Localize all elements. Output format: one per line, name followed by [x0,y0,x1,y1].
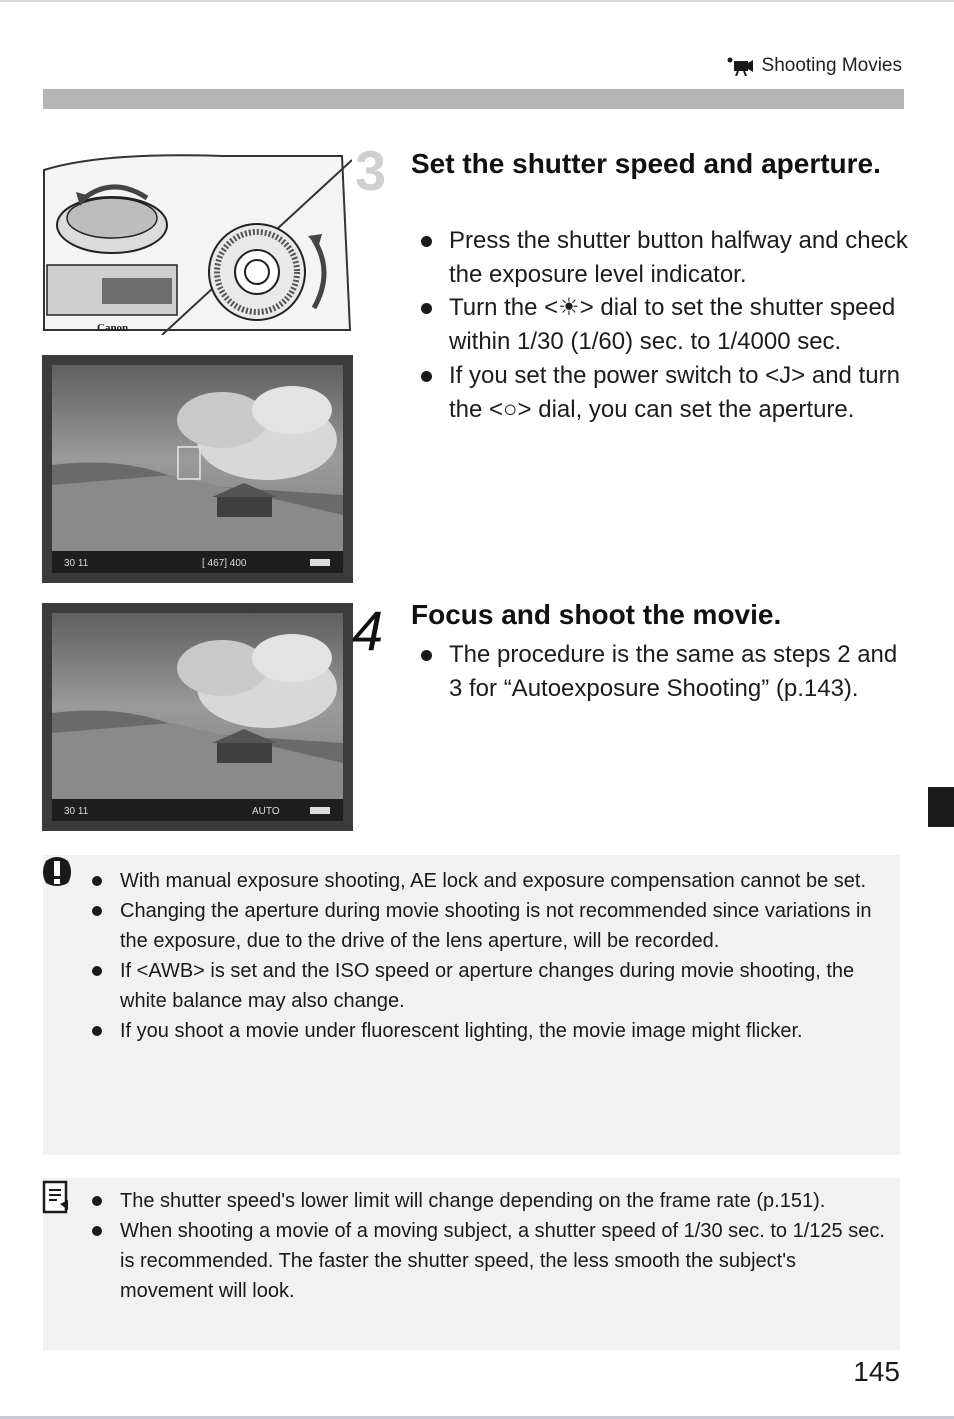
battery-icon [310,559,330,566]
list-item: With manual exposure shooting, AE lock and exposure compensation cannot be set. [92,866,892,896]
step-4-title: Focus and shoot the movie. [411,599,782,630]
step-3-title: Set the shutter speed and aperture. [411,148,881,179]
camera-brand-label: Canon [97,322,129,334]
live-view-screen-icon [52,365,343,573]
list-item: The procedure is the same as steps 2 and 3 for “Autoexposure Shooting” (p.143). [412,638,912,705]
list-item: If you set the power switch to <J> and turn the <○> dial, you can set the aperture. [412,359,912,426]
list-item: Press the shutter button halfway and check the exposure level indicator. [412,224,912,291]
header-bar [43,89,904,109]
screen-status-left: 30 11 [64,806,89,817]
step-4-number: 4 [352,599,384,662]
list-item: Turn the <☀> dial to set the shutter speed within 1/30 (1/60) sec. to 1/4000 sec. [412,291,912,358]
section-header [726,55,902,77]
battery-icon [310,807,330,814]
caution-icon [40,855,74,889]
list-item: When shooting a movie of a moving subject, a shutter speed of 1/30 sec. to 1/125 sec. is recommended. The faster the shutter speed, the less smooth the subject's movement will look. [92,1216,892,1306]
memo-list [92,1186,892,1306]
section-title: Shooting Movies [761,55,902,76]
list-item: If you shoot a movie under fluorescent lighting, the movie image might flicker. [92,1016,892,1046]
list-item: Changing the aperture during movie shooting is not recommended since variations in the exposure, due to the drive of the lens aperture, will be recorded. [92,896,892,956]
live-view-screen [42,355,353,583]
screen-status-right: [ 467] 400 [202,558,247,569]
movie-camera-icon [726,56,754,76]
step-3-instructions [412,224,912,426]
list-item: The shutter speed's lower limit will change depending on the frame rate (p.151). [92,1186,892,1216]
chapter-tab [928,787,954,827]
camera-dial-illustration [42,150,352,335]
top-rule [0,0,954,2]
screen-status-right: AUTO [252,806,280,817]
caution-list [92,866,892,1046]
list-item: If <AWB> is set and the ISO speed or aperture changes during movie shooting, the white balance may also change. [92,956,892,1016]
step-3-number: 3 [355,139,387,202]
screen-status-left: 30 11 [64,558,89,569]
live-view-screen [42,603,353,831]
page-number: 145 [853,1356,900,1387]
memo-icon [42,1180,70,1214]
step-4-instructions [412,638,912,705]
live-view-screen-icon [52,613,343,821]
